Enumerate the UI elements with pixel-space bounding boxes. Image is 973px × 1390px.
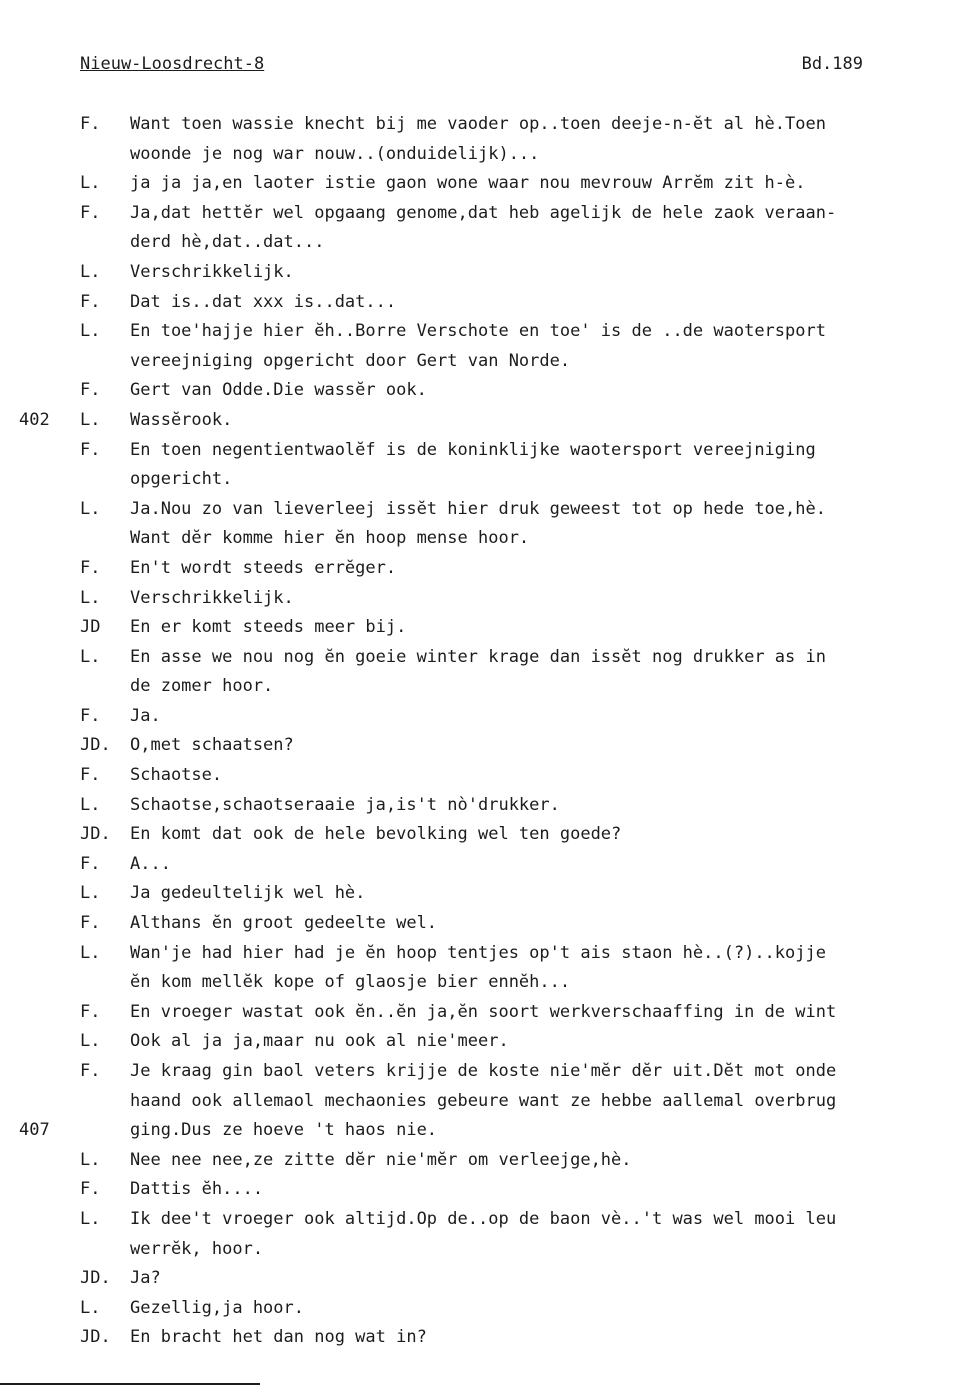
speaker-label: F. [80,1179,101,1200]
speaker-label: L. [80,1208,101,1229]
transcript [0,114,973,1357]
transcript-line [0,1327,973,1357]
speaker-label: F. [80,705,101,726]
utterance-text: ĕn kom mellĕk kope of glaosje bier ennĕh... [130,972,571,993]
speaker-label: L. [80,646,101,667]
utterance-text: Ook al ja ja,maar nu ook al nie'meer. [130,1031,509,1052]
page-number: Bd.189 [801,54,863,74]
transcript-line [0,676,973,706]
transcript-line [0,321,973,351]
speaker-label: F. [80,765,101,786]
speaker-label: L. [80,1297,101,1318]
utterance-text: Ja? [130,1268,161,1289]
speaker-label: L. [80,942,101,963]
transcript-line [0,972,973,1002]
transcript-line [0,647,973,677]
transcript-line [0,262,973,292]
transcript-line [0,114,973,144]
utterance-text: vereejniging opgericht door Gert van Norde. [130,350,571,371]
utterance-text: Gert van Odde.Die wassĕr ook. [130,380,427,401]
speaker-label: F. [80,913,101,934]
utterance-text: En't wordt steeds errĕger. [130,557,397,578]
transcript-line [0,1061,973,1091]
utterance-text: En komt dat ook de hele bevolking wel ten goede? [130,824,622,845]
utterance-text: En toe'hajje hier ĕh..Borre Verschote en toe' is de ..de waotersport [130,321,826,342]
transcript-line [0,1298,973,1328]
speaker-label: JD [80,617,101,638]
speaker-label: L. [80,261,101,282]
utterance-text: En toen negentientwaolĕf is de koninklijke waotersport vereejniging [130,439,816,460]
transcript-line [0,913,973,943]
transcript-line [0,351,973,381]
transcript-line [0,617,973,647]
speaker-label: L. [80,173,101,194]
transcript-line [0,1209,973,1239]
transcript-line [0,795,973,825]
speaker-label: JD. [80,1268,111,1289]
utterance-text: En bracht het dan nog wat in? [130,1327,427,1348]
speaker-label: F. [80,380,101,401]
speaker-label: F. [80,291,101,312]
utterance-text: Want dĕr komme hier ĕn hoop mense hoor. [130,528,530,549]
utterance-text: woonde je nog war nouw..(onduidelijk)... [130,143,540,164]
utterance-text: Ja gedeultelijk wel hè. [130,883,366,904]
utterance-text: Dat is..dat xxx is..dat... [130,291,397,312]
transcript-line [0,1091,973,1121]
utterance-text: Ja. [130,705,161,726]
utterance-text: Verschrikkelijk. [130,261,294,282]
utterance-text: Je kraag gin baol veters krijje de koste nie'mĕr dĕr uit.Dĕt mot onde [130,1061,837,1081]
transcript-line [0,1002,973,1032]
transcript-line [0,1031,973,1061]
speaker-label: F. [80,1001,101,1022]
utterance-text: Althans ĕn groot gedeelte wel. [130,913,438,934]
utterance-text: En vroeger wastat ook ĕn..ĕn ja,ĕn soort werkverschaaffing in de wint [130,1001,837,1022]
transcript-line [0,292,973,322]
speaker-label: L. [80,883,101,904]
transcript-line [0,943,973,973]
transcript-line [0,528,973,558]
utterance-text: A... [130,853,171,874]
speaker-label: F. [80,114,101,134]
speaker-label: L. [80,587,101,608]
transcript-line [0,380,973,410]
utterance-text: Ja.Nou zo van lieverleej issĕt hier druk geweest tot op hede toe,hè. [130,498,826,519]
utterance-text: ja ja ja,en laoter istie gaon wone waar nou mevrouw Arrĕm zit h-è. [130,173,806,194]
transcript-line [0,440,973,470]
speaker-label: JD. [80,1327,111,1348]
transcript-line [0,588,973,618]
transcript-line [0,854,973,884]
transcript-line [0,1239,973,1269]
speaker-label: F. [80,202,101,223]
transcript-line [0,410,973,440]
speaker-label: F. [80,557,101,578]
footer-rule [0,1383,260,1385]
speaker-label: L. [80,794,101,815]
utterance-text: O,met schaatsen? [130,735,294,756]
transcript-line [0,765,973,795]
utterance-text: Wan'je had hier had je ĕn hoop tentjes op't ais staon hè..(?)..kojje [130,942,826,963]
utterance-text: En asse we nou nog ĕn goeie winter krage dan issĕt nog drukker as in [130,646,826,667]
utterance-text: de zomer hoor. [130,676,274,697]
margin-line-number: 402 [19,409,50,430]
margin-line-number: 407 [19,1120,50,1141]
utterance-text: haand ook allemaol mechaonies gebeure want ze hebbe aallemal overbrug [130,1090,837,1111]
speaker-label: F. [80,439,101,460]
utterance-text: Want toen wassie knecht bij me vaoder op..toen deeje-n-ĕt al hè.Toen [130,114,826,134]
transcript-line [0,173,973,203]
utterance-text: ging.Dus ze hoeve 't haos nie. [130,1120,438,1141]
utterance-text: Verschrikkelijk. [130,587,294,608]
utterance-text: En er komt steeds meer bij. [130,617,407,638]
transcript-line [0,1120,973,1150]
utterance-text: Nee nee nee,ze zitte dĕr nie'mĕr om verleejge,hè. [130,1149,632,1170]
transcript-line [0,232,973,262]
speaker-label: L. [80,1149,101,1170]
transcript-line [0,1179,973,1209]
speaker-label: L. [80,321,101,342]
transcript-line [0,203,973,233]
utterance-text: Schaotse,schaotseraaie ja,is't nò'drukker. [130,794,560,815]
transcript-line [0,144,973,174]
document-title: Nieuw-Loosdrecht-8 [80,54,265,74]
speaker-label: F. [80,1061,101,1081]
speaker-label: JD. [80,824,111,845]
utterance-text: derd hè,dat..dat... [130,232,325,253]
transcript-line [0,735,973,765]
transcript-line [0,558,973,588]
speaker-label: L. [80,498,101,519]
utterance-text: Wassĕrook. [130,409,233,430]
transcript-line [0,883,973,913]
transcript-line [0,469,973,499]
utterance-text: Ik dee't vroeger ook altijd.Op de..op de baon vè..'t was wel mooi leu [130,1208,837,1229]
utterance-text: Dattis ĕh.... [130,1179,264,1200]
transcript-line [0,499,973,529]
speaker-label: L. [80,409,101,430]
transcript-line [0,824,973,854]
utterance-text: Ja,dat hettĕr wel opgaang genome,dat heb agelijk de hele zaok veraan- [130,202,837,223]
speaker-label: JD. [80,735,111,756]
transcript-line [0,1268,973,1298]
transcript-line [0,1150,973,1180]
utterance-text: opgericht. [130,469,233,490]
utterance-text: Gezellig,ja hoor. [130,1297,304,1318]
utterance-text: werrĕk, hoor. [130,1238,264,1259]
transcript-line [0,706,973,736]
speaker-label: L. [80,1031,101,1052]
utterance-text: Schaotse. [130,765,223,786]
page-header [80,54,863,78]
speaker-label: F. [80,853,101,874]
